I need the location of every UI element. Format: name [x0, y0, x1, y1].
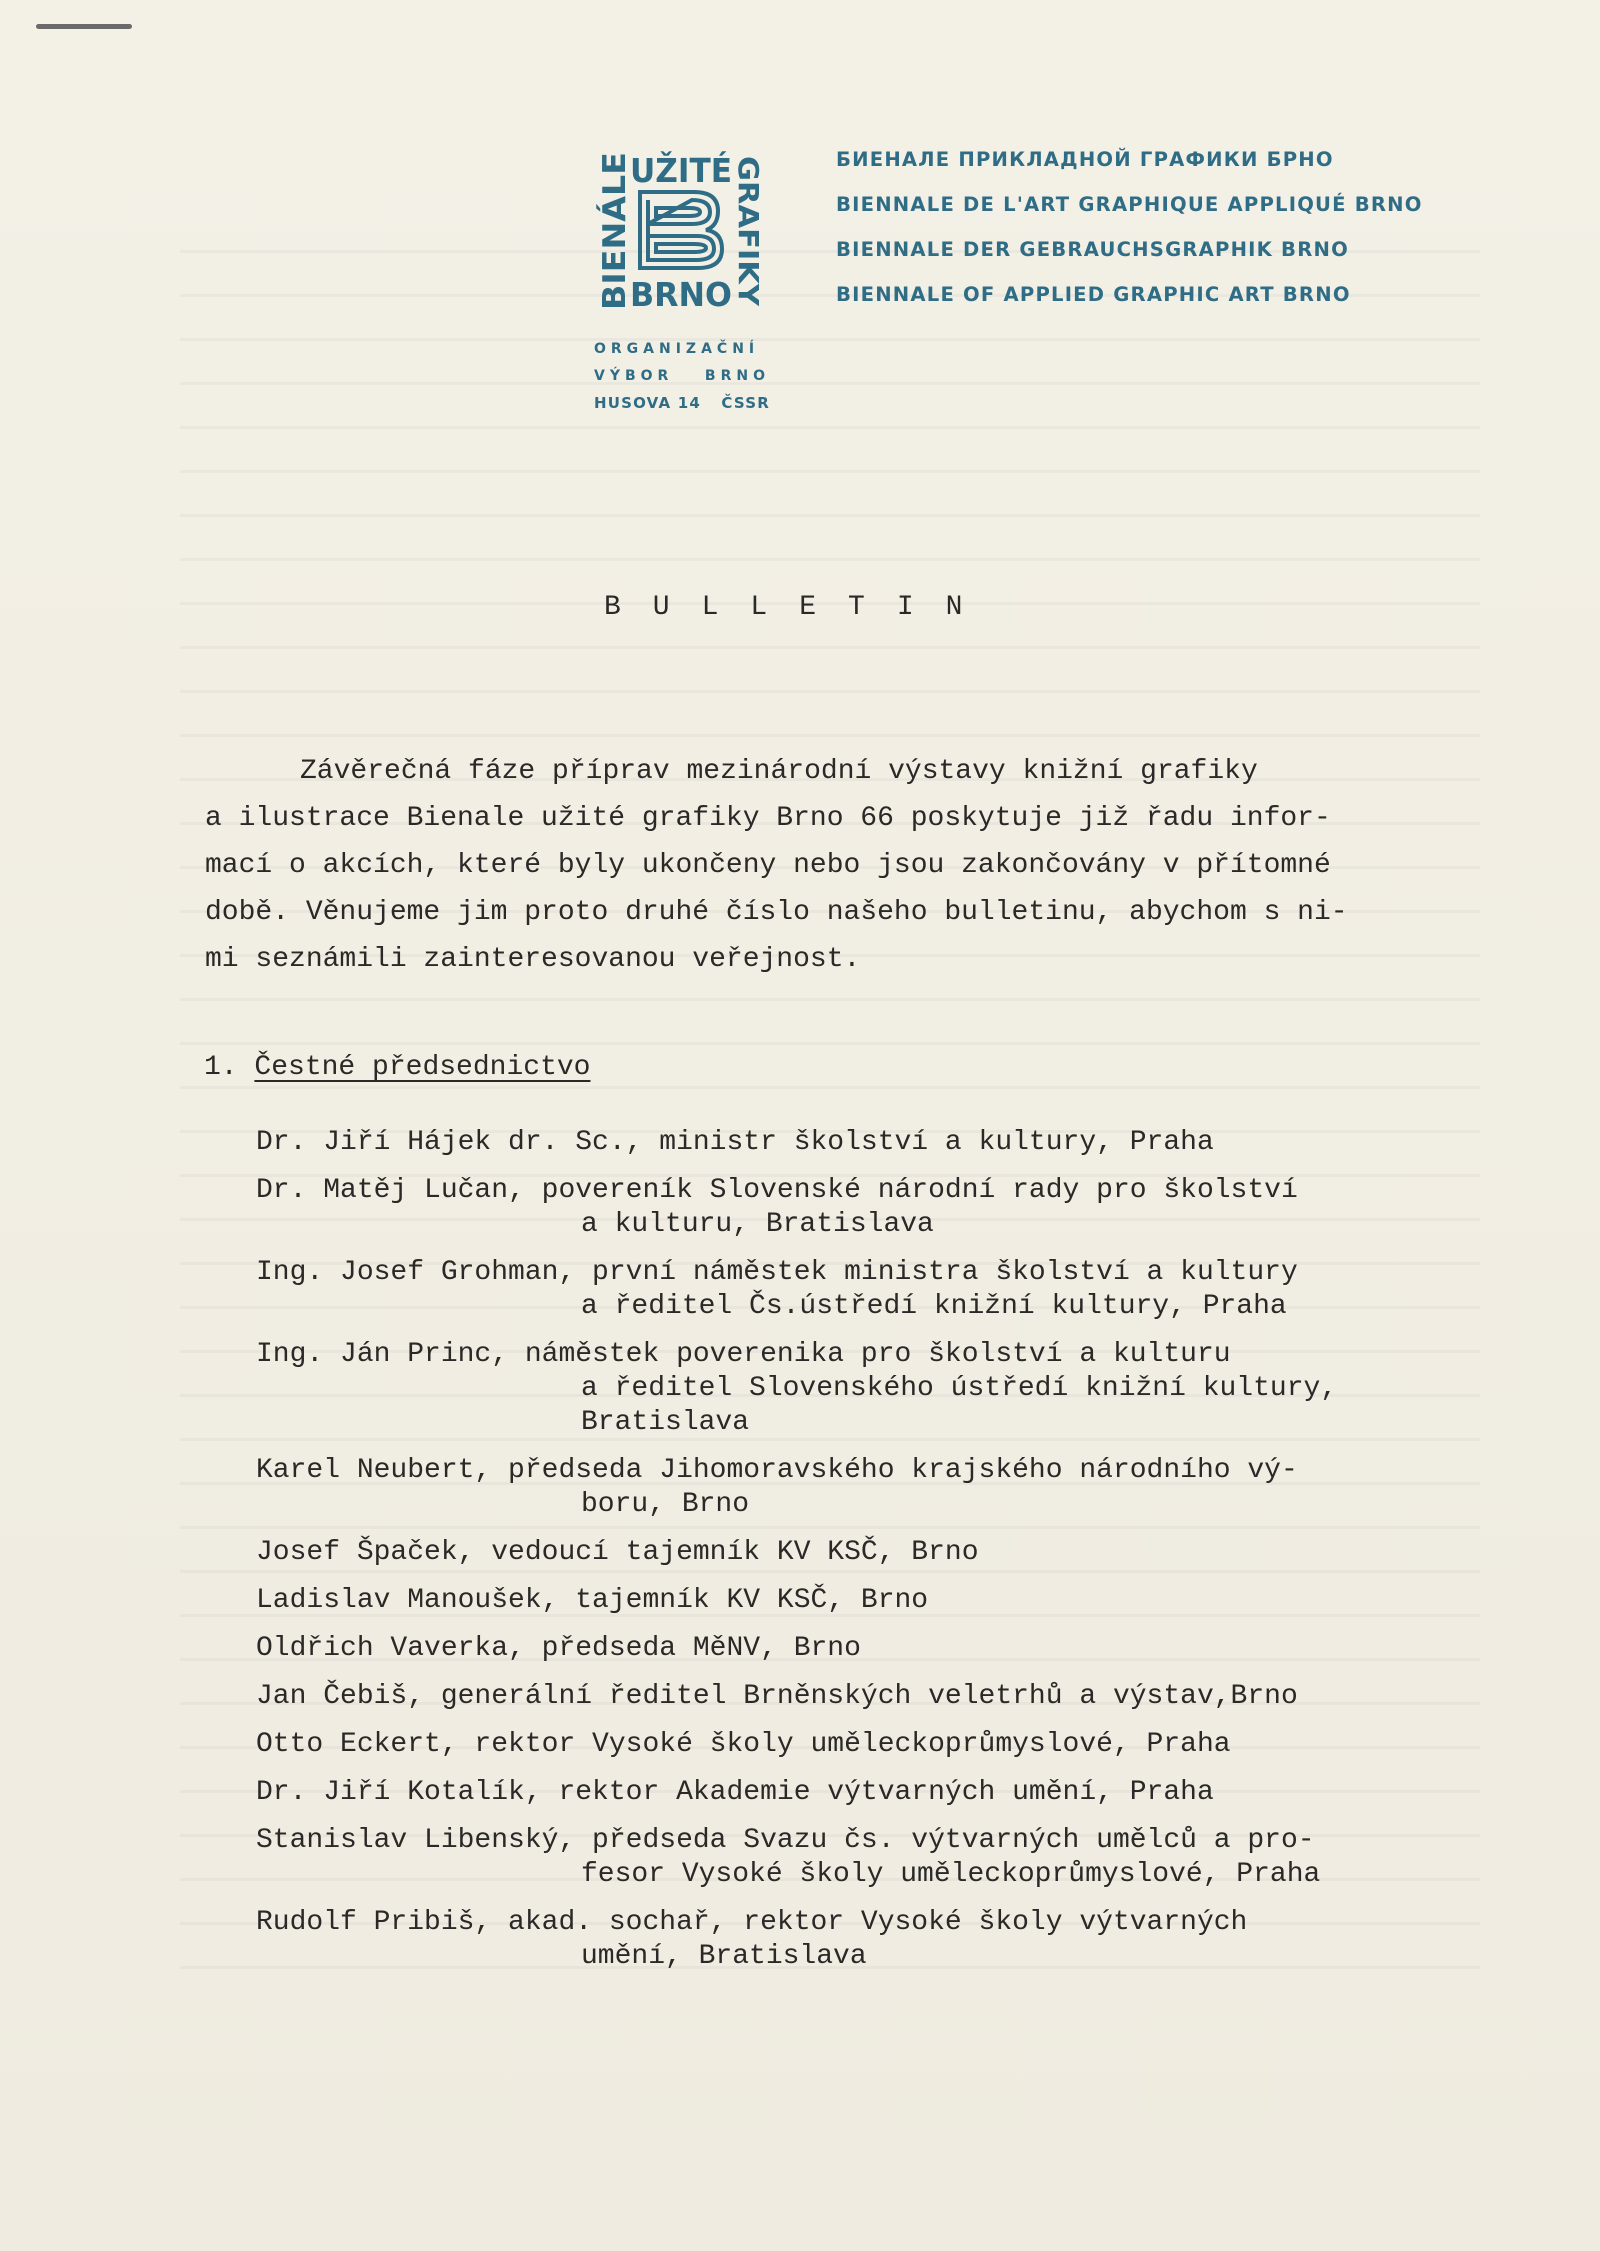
biennale-name-german: BIENNALE DER GEBRAUCHSGRAPHIK BRNO	[836, 238, 1349, 261]
list-item: Karel Neubert, předseda Jihomoravského krajského národního vý- boru, Brno	[256, 1455, 1298, 1520]
organizing-committee-address	[594, 336, 774, 417]
list-item: Ladislav Manoušek, tajemník KV KSČ, Brno	[256, 1585, 929, 1616]
list-item: Ing. Josef Grohman, první náměstek ministra školství a kultury a ředitel Čs.ústředí knižní kultury, Praha	[256, 1257, 1298, 1322]
biennale-names	[836, 143, 1423, 323]
list-item: Dr. Matěj Lučan, povereník Slovenské národní rady pro školství a kulturu, Bratislava	[256, 1175, 1298, 1240]
logo-text-left: BIENÁLE	[597, 162, 633, 310]
org-line-1: ORGANIZAČNÍ	[594, 341, 760, 357]
bulletin-title: BULLETIN	[604, 592, 995, 623]
logo-text-bottom: BRNO	[630, 275, 732, 314]
list-item: Stanislav Libenský, předseda Svazu čs. výtvarných umělců a pro- fesor Vysoké školy uměleckoprůmyslové, Praha	[256, 1825, 1321, 1890]
honorary-presidium-list	[256, 1126, 1337, 1988]
list-item: Jan Čebiš, generální ředitel Brněnských veletrhů a výstav,Brno	[256, 1681, 1298, 1712]
logo-b-mark	[640, 192, 722, 268]
intro-paragraph	[205, 748, 1348, 983]
list-item: Ing. Ján Princ, náměstek poverenika pro školství a kulturu a ředitel Slovenského ústředí knižní kultury, Bratislava	[256, 1339, 1338, 1438]
list-item: Dr. Jiří Kotalík, rektor Akademie výtvarných umění, Praha	[256, 1777, 1214, 1808]
section-heading	[204, 1052, 590, 1083]
org-line-2: VÝBOR BRNO	[594, 368, 770, 384]
logo-text-top: UŽITÉ	[630, 151, 739, 190]
list-item: Josef Špaček, vedoucí tajemník KV KSČ, Brno	[256, 1537, 979, 1568]
intro-line: Závěrečná fáze příprav mezinárodní výstavy knižní grafiky	[300, 756, 1258, 787]
section-title: Čestné předsednictvo	[254, 1052, 591, 1083]
biennale-name-french: BIENNALE DE L'ART GRAPHIQUE APPLIQUÉ BRNO	[836, 193, 1423, 216]
biennale-name-english: BIENNALE OF APPLIED GRAPHIC ART BRNO	[836, 283, 1351, 306]
intro-line: mací o akcích, které byly ukončeny nebo jsou zakončovány v přítomné	[205, 850, 1331, 881]
list-item: Otto Eckert, rektor Vysoké školy uměleckoprůmyslové, Praha	[256, 1729, 1231, 1760]
logo-text-right: GRAFIKY	[732, 156, 765, 294]
bienale-logo	[594, 150, 770, 330]
section-number: 1.	[204, 1052, 238, 1083]
list-item: Oldřich Vaverka, předseda MěNV, Brno	[256, 1633, 861, 1664]
list-item: Dr. Jiří Hájek dr. Sc., ministr školství a kultury, Praha	[256, 1127, 1214, 1158]
intro-line: mi seznámili zainteresovanou veřejnost.	[205, 944, 861, 975]
biennale-name-russian: БИЕНАЛЕ ПРИКЛАДНОЙ ГРАФИКИ БРНО	[836, 148, 1334, 171]
staple-mark	[36, 24, 132, 29]
intro-line: a ilustrace Bienale užité grafiky Brno 66 poskytuje již řadu infor-	[205, 803, 1331, 834]
list-item: Rudolf Pribiš, akad. sochař, rektor Vysoké školy výtvarných umění, Bratislava	[256, 1907, 1248, 1972]
org-line-3: HUSOVA 14 ČSSR	[594, 394, 770, 412]
intro-line: době. Věnujeme jim proto druhé číslo našeho bulletinu, abychom s ni-	[205, 897, 1348, 928]
